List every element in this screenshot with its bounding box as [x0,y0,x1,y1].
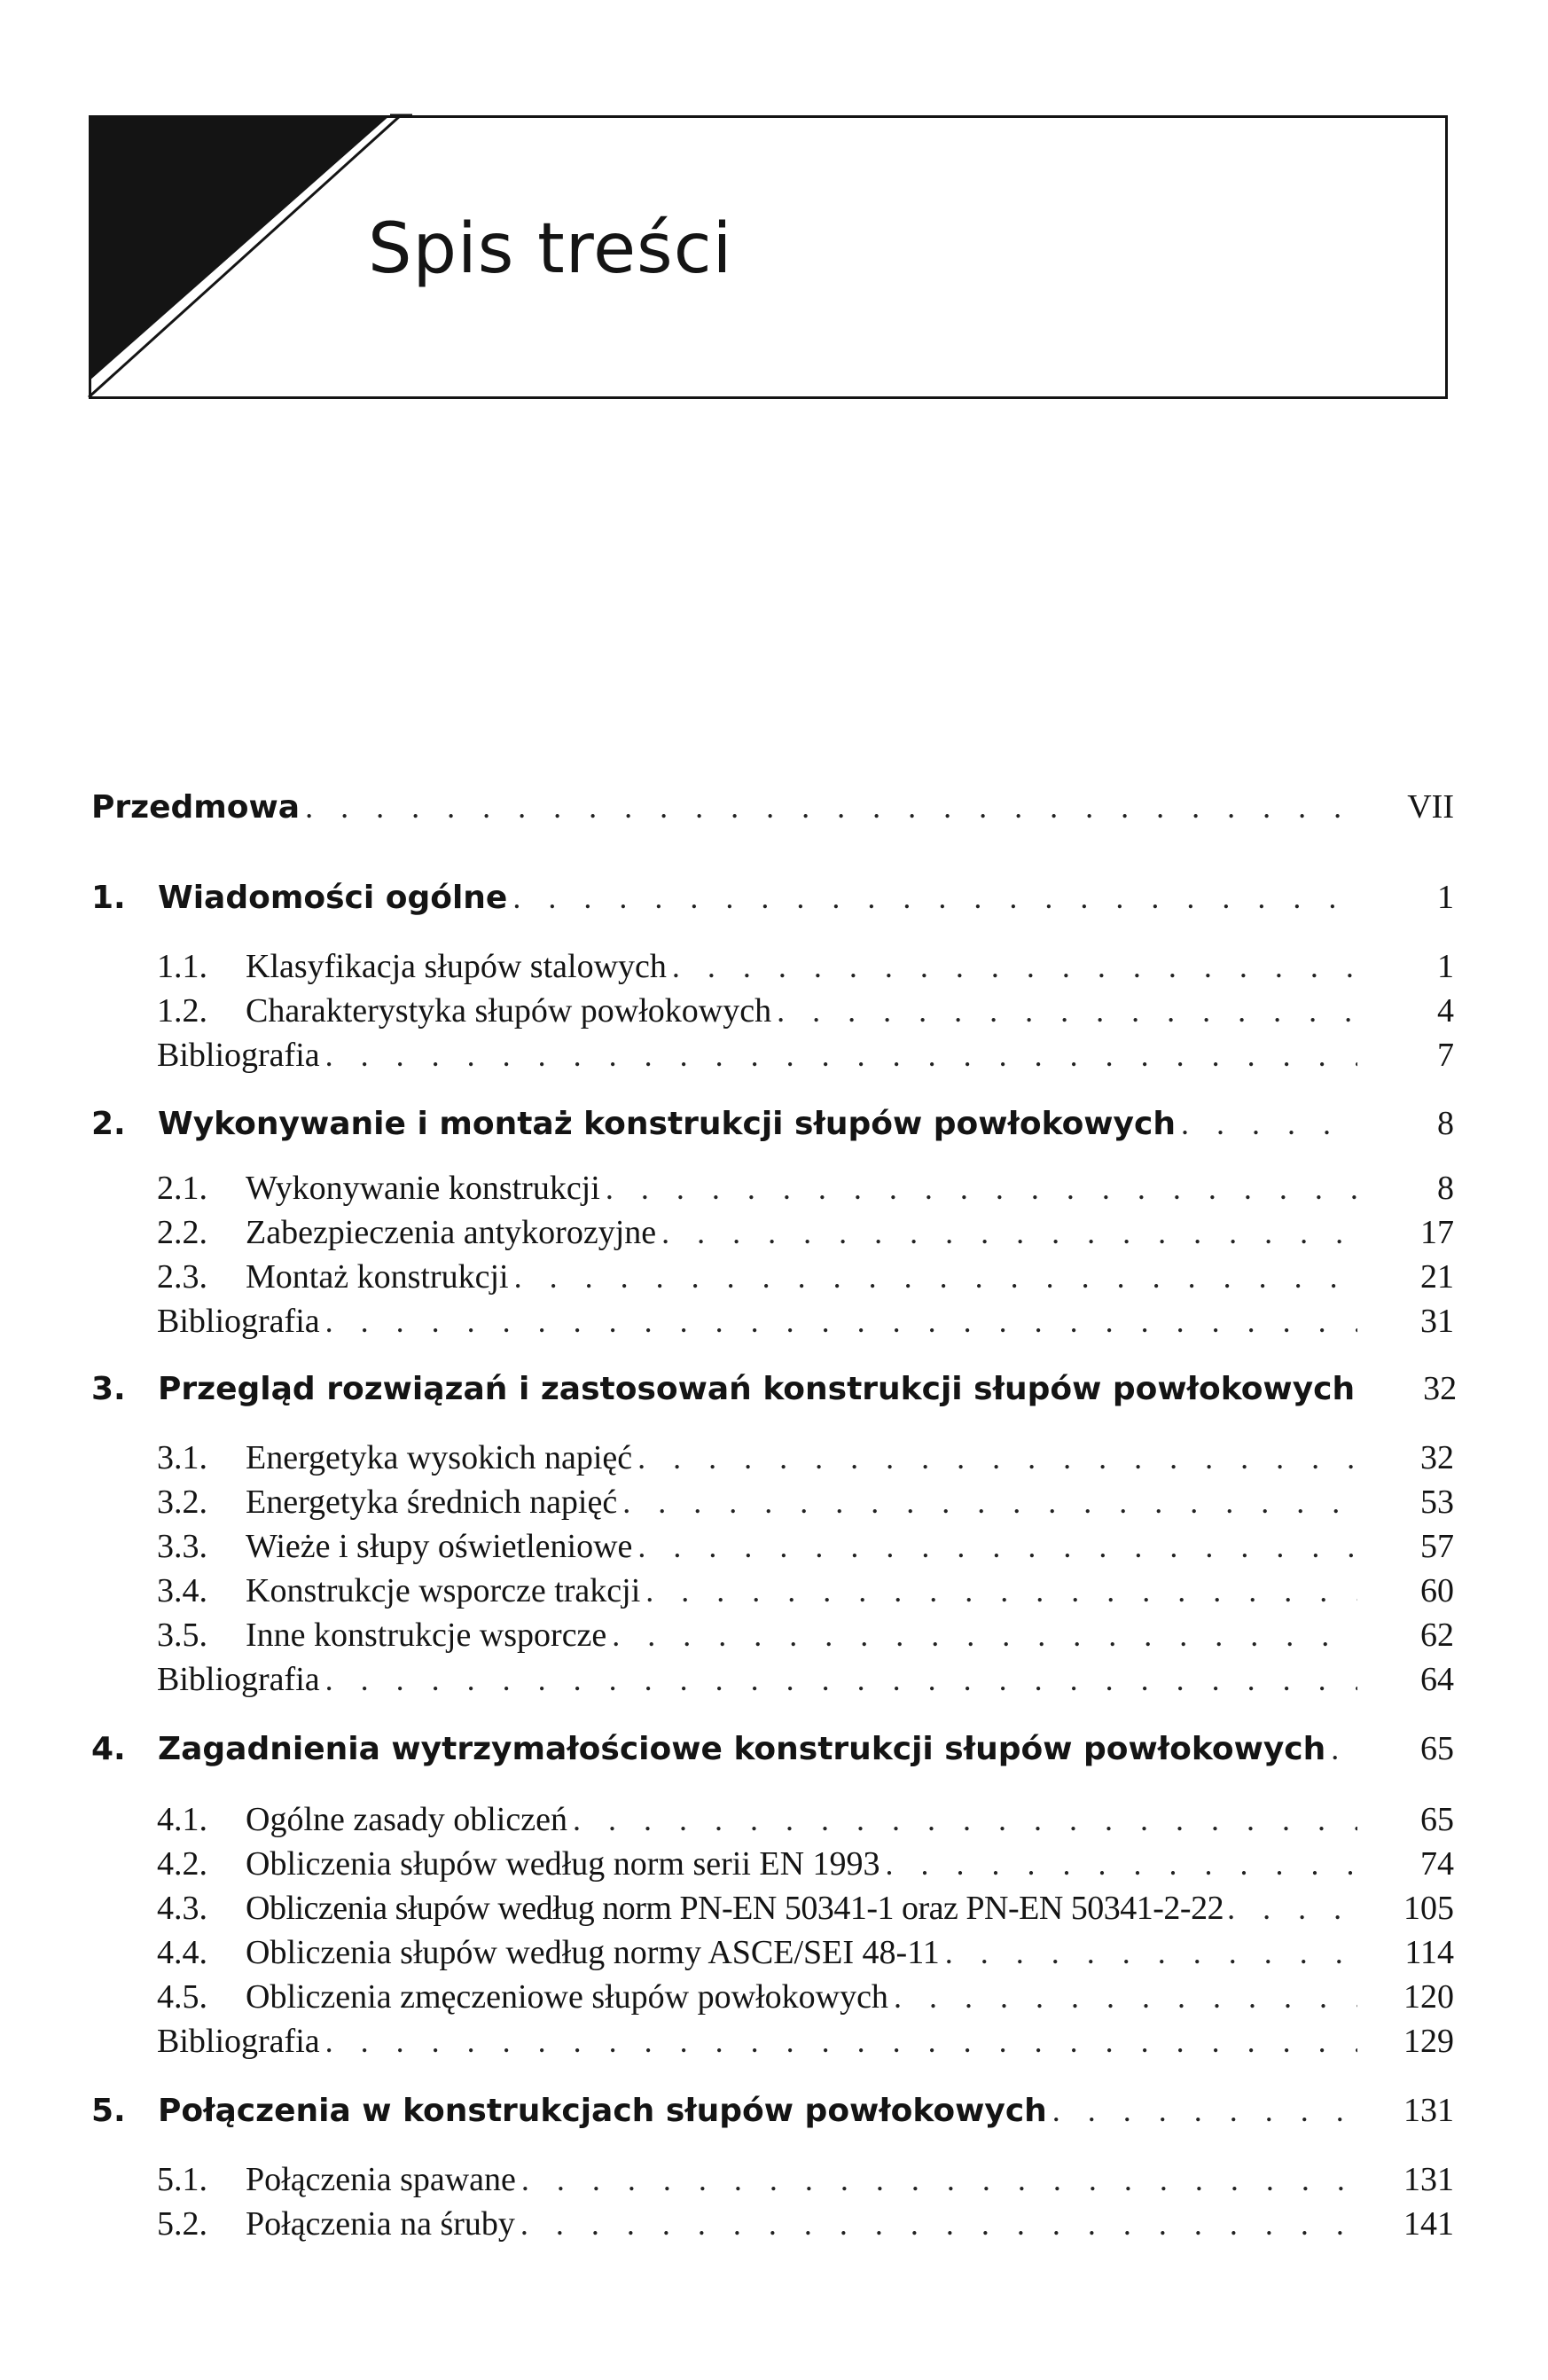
toc-section-title: Obliczenia słupów według normy ASCE/SEI 48-11 [246,1934,940,1971]
toc-page-number: 120 [1403,1978,1454,2016]
toc-page-number: 60 [1420,1572,1454,1609]
toc-chapter-5[interactable] [91,2091,1454,2130]
toc-section-title: Energetyka wysokich napięć [246,1439,633,1476]
toc-page-number: 8 [1437,1105,1454,1142]
toc-section-title: Charakterystyka słupów powłokowych [246,992,772,1030]
toc-section-number: 3.1. [157,1439,207,1476]
toc-leader-dots [777,992,1357,1030]
toc-bibliography-1[interactable] [91,1036,1454,1075]
toc-leader-dots [637,1439,1357,1476]
toc-leader-dots [612,1617,1357,1654]
toc-page-number: 31 [1420,1303,1454,1340]
toc-leader-dots [573,1801,1357,1838]
toc-preface-label: Przedmowa [91,789,301,826]
toc-section-title: Obliczenia słupów według norm serii EN 1993 [246,1845,880,1883]
toc-section-title: Montaż konstrukcji [246,1258,509,1296]
toc-leader-dots [512,879,1357,916]
toc-chapter-number: 1. [91,880,126,916]
toc-bibliography-4[interactable] [91,2022,1454,2061]
toc-section-3-5[interactable] [91,1616,1454,1655]
toc-section-5-1[interactable] [91,2160,1454,2199]
toc-leader-dots [661,1214,1357,1251]
toc-section-title: Wykonywanie konstrukcji [246,1170,600,1207]
toc-leader-dots [305,788,1357,826]
toc-leader-dots [1227,1890,1366,1927]
toc-section-number: 3.5. [157,1617,207,1654]
toc-chapter-2[interactable] [91,1104,1454,1143]
toc-section-3-2[interactable] [91,1483,1454,1522]
toc-page-number: 17 [1420,1214,1454,1251]
toc-leader-dots [894,1978,1357,2016]
toc-page-number: 74 [1420,1845,1454,1883]
toc-leader-dots [945,1934,1357,1971]
toc-section-number: 2.3. [157,1258,207,1296]
toc-page-number: 131 [1403,2161,1454,2198]
toc-bibliography-3[interactable] [91,1660,1454,1699]
toc-page-number: 4 [1437,992,1454,1030]
toc-section-4-5[interactable] [91,1977,1454,2016]
toc-chapter-title: Wiadomości ogólne [158,880,508,916]
toc-section-title: Obliczenia słupów według norm PN-EN 50341-1 oraz PN-EN 50341-2-22 [246,1890,1224,1927]
toc-page-number: 129 [1403,2023,1454,2060]
toc-bibliography-label: Bibliografia [157,1303,320,1340]
toc-chapter-number: 2. [91,1106,126,1142]
toc-page-number: 57 [1420,1528,1454,1565]
toc-section-number: 3.3. [157,1528,207,1565]
toc-leader-dots [645,1572,1357,1609]
toc-section-title: Wieże i słupy oświetleniowe [246,1528,633,1565]
toc-section-number: 3.4. [157,1572,207,1609]
toc-section-number: 4.1. [157,1801,207,1838]
toc-section-number: 5.2. [157,2205,207,2243]
toc-page-number: 32 [1423,1370,1458,1407]
toc-leader-dots [606,1170,1357,1207]
toc-page-number: 114 [1404,1934,1454,1971]
toc-section-1-1[interactable] [91,947,1454,986]
toc-page-number: 131 [1403,2092,1454,2129]
toc-section-4-2[interactable] [91,1844,1454,1883]
toc-section-2-2[interactable] [91,1213,1454,1252]
toc-section-2-1[interactable] [91,1169,1454,1208]
toc-section-5-2[interactable] [91,2204,1454,2243]
toc-leader-dots [622,1484,1357,1521]
toc-bibliography-label: Bibliografia [157,2023,320,2060]
toc-page-number: 105 [1403,1890,1454,1927]
toc-chapter-4[interactable] [91,1729,1454,1768]
toc-leader-dots [325,1661,1357,1698]
toc-chapter-title: Zagadnienia wytrzymałościowe konstrukcji słupów powłokowych [158,1731,1326,1767]
toc-chapter-number: 3. [91,1371,126,1407]
toc-section-number: 2.2. [157,1214,207,1251]
toc-page-number: 1 [1437,948,1454,985]
toc-chapter-3[interactable] [91,1369,1458,1408]
toc-chapter-1[interactable] [91,878,1454,917]
toc-leader-dots [325,2023,1357,2060]
toc-section-title: Połączenia na śruby [246,2205,515,2243]
toc-section-1-2[interactable] [91,991,1454,1030]
toc-section-title: Klasyfikacja słupów stalowych [246,948,667,985]
toc-section-title: Energetyka średnich napięć [246,1484,618,1521]
page-title: Spis treści [368,209,733,289]
toc-page-number: 53 [1420,1484,1454,1521]
toc-page-number: 1 [1437,879,1454,916]
toc-section-title: Konstrukcje wsporcze trakcji [246,1572,641,1609]
toc-section-number: 4.4. [157,1934,207,1971]
toc-page-number: 8 [1437,1170,1454,1207]
toc-section-number: 5.1. [157,2161,207,2198]
toc-leader-dots [637,1528,1357,1565]
toc-section-2-3[interactable] [91,1257,1454,1296]
toc-page-number: 62 [1420,1617,1454,1654]
toc-leader-dots [325,1037,1357,1074]
toc-leader-dots [514,1258,1357,1296]
toc-page-number: 32 [1420,1439,1454,1476]
toc-section-number: 3.2. [157,1484,207,1521]
toc-page-number: 65 [1420,1730,1454,1767]
toc-leader-dots [520,2205,1357,2243]
toc-section-3-1[interactable] [91,1438,1454,1477]
toc-chapter-number: 5. [91,2093,126,2129]
toc-leader-dots [325,1303,1357,1340]
toc-leader-dots [1052,2092,1357,2129]
toc-section-title: Połączenia spawane [246,2161,516,2198]
toc-page-number: 141 [1403,2205,1454,2243]
toc-section-4-4[interactable] [91,1933,1454,1972]
toc-preface[interactable] [91,787,1454,826]
toc-page-number: VII [1407,788,1454,826]
toc-page-number: 65 [1420,1801,1454,1838]
toc-bibliography-2[interactable] [91,1302,1454,1341]
toc-leader-dots [1331,1730,1357,1767]
toc-leader-dots [672,948,1357,985]
toc-bibliography-label: Bibliografia [157,1661,320,1698]
toc-section-title: Zabezpieczenia antykorozyjne [246,1214,657,1251]
toc-section-title: Ogólne zasady obliczeń [246,1801,567,1838]
toc-page-number: 64 [1420,1661,1454,1698]
toc-section-title: Inne konstrukcje wsporcze [246,1617,607,1654]
toc-chapter-title: Wykonywanie i montaż konstrukcji słupów powłokowych [158,1106,1176,1142]
toc-leader-dots [886,1845,1357,1883]
toc-section-number: 1.1. [157,948,207,985]
toc-chapter-number: 4. [91,1731,126,1767]
toc-section-number: 4.2. [157,1845,207,1883]
toc-chapter-title: Połączenia w konstrukcjach słupów powłokowych [158,2093,1047,2129]
toc-bibliography-label: Bibliografia [157,1037,320,1074]
toc-section-3-3[interactable] [91,1527,1454,1566]
toc-section-4-1[interactable] [91,1800,1454,1839]
toc-section-number: 4.3. [157,1890,207,1927]
toc-section-number: 4.5. [157,1978,207,2016]
toc-section-title: Obliczenia zmęczeniowe słupów powłokowych [246,1978,888,2016]
toc-leader-dots [521,2161,1357,2198]
toc-leader-dots [1181,1105,1357,1142]
toc-section-number: 1.2. [157,992,207,1030]
toc-chapter-title: Przegląd rozwiązań i zastosowań konstrukcji słupów powłokowych [158,1371,1356,1407]
toc-section-4-3[interactable] [91,1889,1454,1928]
toc-section-3-4[interactable] [91,1571,1454,1610]
toc-section-number: 2.1. [157,1170,207,1207]
toc-page-number: 7 [1437,1037,1454,1074]
toc-page-number: 21 [1420,1258,1454,1296]
